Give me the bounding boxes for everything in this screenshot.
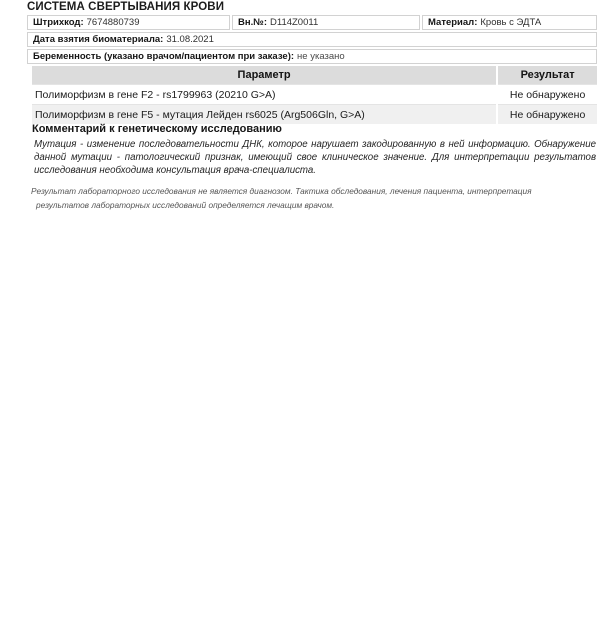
internal-number-label: Вн.№: [238,16,267,28]
barcode-label: Штрихкод: [33,16,84,28]
info-row-collection-date [27,32,597,47]
internal-number-value: D114Z0011 [270,16,319,28]
pregnancy-value: не указано [297,50,345,62]
comment-heading: Комментарий к генетическому исследованию [32,123,282,135]
disclaimer-line-1: Результат лабораторного исследования не является диагнозом. Тактика обследования, лечения пациента, интерпретация [31,186,532,196]
disclaimer [31,184,579,212]
material-value: Кровь с ЭДТА [480,16,542,28]
barcode-cell [27,15,230,30]
column-header-parameter: Параметр [237,69,291,81]
column-header-result: Результат [497,66,597,85]
pregnancy-cell [27,49,597,64]
pregnancy-label: Беременность (указано врачом/пациентом при заказе): [33,50,295,62]
table-body [32,85,597,125]
barcode-value: 7674880739 [86,16,140,28]
cell-parameter: Полиморфизм в гене F2 - rs1799963 (20210 G>A) [32,85,497,105]
table-row [32,105,597,125]
disclaimer-line-2: результатов лабораторных исследований определяется лечащим врачом. [36,200,335,210]
material-cell [422,15,597,30]
comment-body: Мутация - изменение последовательности ДНК, которое нарушает закодированную в ней информацию. Обнаружение данной мутации - патологический признак, имеющий свое клиническое значение. Для интерпретации результатов исследования необходима консультация врача-специалиста. [34,139,596,177]
material-label: Материал: [428,16,478,28]
table-header-row [32,66,597,85]
cell-result: Не обнаружено [497,105,597,125]
cell-result: Не обнаружено [497,85,597,105]
info-row-identifiers [27,15,597,30]
collection-date-value: 31.08.2021 [166,33,214,45]
cell-parameter: Полиморфизм в гене F5 - мутация Лейден rs6025 (Arg506Gln, G>A) [32,105,497,125]
collection-date-cell [27,32,597,47]
table-row [32,85,597,105]
specimen-info-block [27,15,597,66]
collection-date-label: Дата взятия биоматериала: [33,33,164,45]
results-table [32,66,597,124]
info-row-pregnancy [27,49,597,64]
internal-number-cell [232,15,420,30]
page-title: СИСТЕМА СВЕРТЫВАНИЯ КРОВИ [27,1,225,13]
